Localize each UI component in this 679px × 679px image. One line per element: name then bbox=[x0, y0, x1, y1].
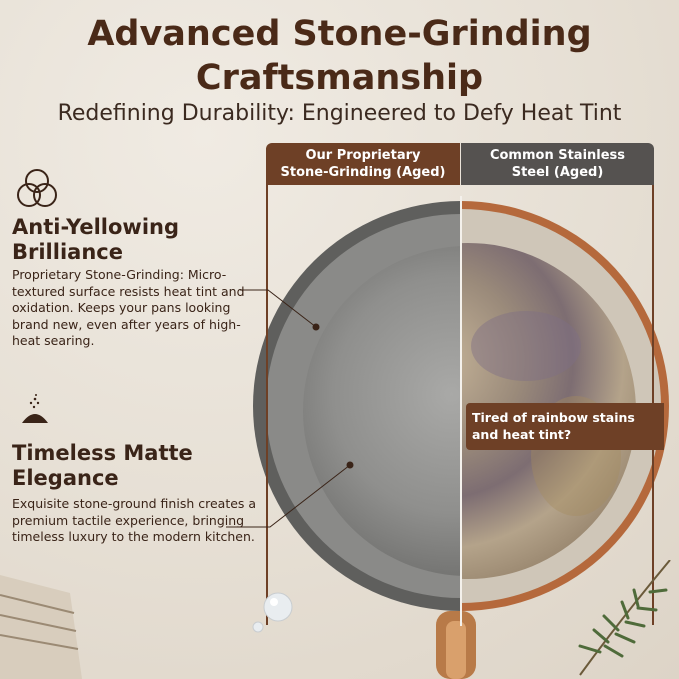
page-title-line-2: Craftsmanship bbox=[195, 58, 484, 98]
circles-icon bbox=[14, 166, 60, 212]
tab-right-line-2: Steel (Aged) bbox=[511, 165, 604, 180]
feature-title-matte-elegance: Timeless Matte Elegance bbox=[12, 441, 193, 490]
linen-towel-decoration bbox=[0, 565, 82, 679]
page-subtitle: Redefining Durability: Engineered to Defy Heat Tint bbox=[57, 101, 622, 126]
callout-line-2: and heat tint? bbox=[472, 427, 572, 442]
callout-line-1: Tired of rainbow stains bbox=[472, 410, 635, 425]
tab-left-line-1: Our Proprietary bbox=[305, 148, 421, 163]
rosemary-sprig-decoration bbox=[560, 560, 679, 679]
sand-pile-icon bbox=[20, 393, 50, 425]
feature-title-anti-yellowing: Anti-Yellowing Brilliance bbox=[12, 215, 179, 264]
water-drops-decoration bbox=[250, 585, 300, 635]
page-title-line-1: Advanced Stone-Grinding bbox=[87, 14, 592, 54]
feature-body-matte-elegance: Exquisite stone-ground finish creates a premium tactile experience, bringing timeless luxury to the modern kitchen. bbox=[12, 496, 257, 544]
feature-body-anti-yellowing: Proprietary Stone-Grinding: Micro-textured surface resists heat tint and oxidation. Keeps your pans looking brand new, even after years of high-heat searing. bbox=[12, 267, 245, 348]
tab-right-line-1: Common Stainless bbox=[489, 148, 626, 163]
tab-left-line-2: Stone-Grinding (Aged) bbox=[280, 165, 446, 180]
